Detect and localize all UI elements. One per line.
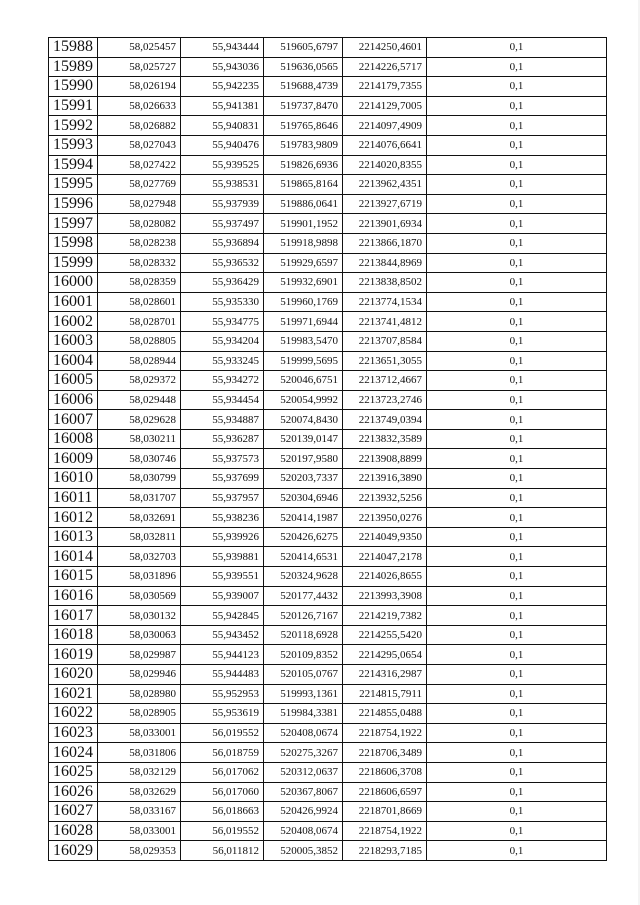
latitude-cell: 58,029448 [98,390,181,410]
longitude-cell: 55,938236 [181,508,264,528]
value-cell: 0,1 [427,410,607,430]
value-cell: 0,1 [427,331,607,351]
table-row [49,312,607,332]
longitude-cell: 55,944483 [181,665,264,685]
value-cell: 0,1 [427,606,607,626]
longitude-cell: 55,933245 [181,351,264,371]
latitude-cell: 58,027043 [98,135,181,155]
table-body [49,38,607,861]
longitude-cell: 56,018663 [181,802,264,822]
point-number-cell: 16016 [49,586,98,606]
value-cell: 0,1 [427,429,607,449]
longitude-cell: 55,934204 [181,331,264,351]
value-cell: 0,1 [427,508,607,528]
value-cell: 0,1 [427,645,607,665]
table-row [49,547,607,567]
x-coordinate-cell: 519983,5470 [264,331,343,351]
x-coordinate-cell: 520304,6946 [264,488,343,508]
point-number-cell: 15992 [49,116,98,136]
point-number-cell: 16027 [49,802,98,822]
latitude-cell: 58,030063 [98,625,181,645]
x-coordinate-cell: 519783,9809 [264,135,343,155]
longitude-cell: 55,935330 [181,292,264,312]
latitude-cell: 58,033001 [98,821,181,841]
point-number-cell: 15995 [49,175,98,195]
point-number-cell: 16002 [49,312,98,332]
point-number-cell: 15988 [49,38,98,58]
y-coordinate-cell: 2214129,7005 [343,96,427,116]
value-cell: 0,1 [427,233,607,253]
table-row [49,625,607,645]
x-coordinate-cell: 519901,1952 [264,214,343,234]
longitude-cell: 55,939881 [181,547,264,567]
latitude-cell: 58,028601 [98,292,181,312]
table-row [49,606,607,626]
point-number-cell: 16019 [49,645,98,665]
table-row [49,782,607,802]
latitude-cell: 58,025457 [98,38,181,58]
y-coordinate-cell: 2214049,9350 [343,527,427,547]
latitude-cell: 58,029987 [98,645,181,665]
table-row [49,684,607,704]
value-cell: 0,1 [427,312,607,332]
value-cell: 0,1 [427,292,607,312]
table-row [49,292,607,312]
value-cell: 0,1 [427,704,607,724]
y-coordinate-cell: 2213901,6934 [343,214,427,234]
value-cell: 0,1 [427,57,607,77]
longitude-cell: 55,953619 [181,704,264,724]
value-cell: 0,1 [427,116,607,136]
point-number-cell: 15991 [49,96,98,116]
x-coordinate-cell: 520005,3852 [264,841,343,861]
point-number-cell: 15998 [49,233,98,253]
table-row [49,410,607,430]
table-row [49,351,607,371]
x-coordinate-cell: 520203,7337 [264,469,343,489]
point-number-cell: 15993 [49,135,98,155]
y-coordinate-cell: 2218293,7185 [343,841,427,861]
y-coordinate-cell: 2214179,7355 [343,77,427,97]
latitude-cell: 58,029372 [98,371,181,391]
y-coordinate-cell: 2218606,6597 [343,782,427,802]
table-row [49,371,607,391]
value-cell: 0,1 [427,449,607,469]
y-coordinate-cell: 2218754,1922 [343,821,427,841]
latitude-cell: 58,028805 [98,331,181,351]
longitude-cell: 55,942845 [181,606,264,626]
value-cell: 0,1 [427,135,607,155]
table-row [49,743,607,763]
x-coordinate-cell: 520324,9628 [264,567,343,587]
table-row [49,645,607,665]
table-row [49,273,607,293]
latitude-cell: 58,028701 [98,312,181,332]
table-row [49,567,607,587]
x-coordinate-cell: 520312,0637 [264,762,343,782]
x-coordinate-cell: 520139,0147 [264,429,343,449]
latitude-cell: 58,031896 [98,567,181,587]
x-coordinate-cell: 519932,6901 [264,273,343,293]
latitude-cell: 58,032691 [98,508,181,528]
latitude-cell: 58,028082 [98,214,181,234]
latitude-cell: 58,033167 [98,802,181,822]
table-row [49,38,607,58]
y-coordinate-cell: 2218606,3708 [343,762,427,782]
point-number-cell: 16029 [49,841,98,861]
x-coordinate-cell: 519737,8470 [264,96,343,116]
x-coordinate-cell: 520408,0674 [264,723,343,743]
latitude-cell: 58,031806 [98,743,181,763]
point-number-cell: 16003 [49,331,98,351]
longitude-cell: 55,937939 [181,194,264,214]
latitude-cell: 58,028359 [98,273,181,293]
point-number-cell: 16018 [49,625,98,645]
longitude-cell: 55,943036 [181,57,264,77]
longitude-cell: 56,017062 [181,762,264,782]
value-cell: 0,1 [427,469,607,489]
longitude-cell: 55,942235 [181,77,264,97]
latitude-cell: 58,027769 [98,175,181,195]
x-coordinate-cell: 520197,9580 [264,449,343,469]
y-coordinate-cell: 2214815,7911 [343,684,427,704]
point-number-cell: 16009 [49,449,98,469]
latitude-cell: 58,026882 [98,116,181,136]
table-row [49,214,607,234]
y-coordinate-cell: 2213712,4667 [343,371,427,391]
longitude-cell: 55,943452 [181,625,264,645]
point-number-cell: 16010 [49,469,98,489]
y-coordinate-cell: 2213832,3589 [343,429,427,449]
point-number-cell: 15990 [49,77,98,97]
point-number-cell: 16014 [49,547,98,567]
longitude-cell: 56,019552 [181,821,264,841]
value-cell: 0,1 [427,371,607,391]
y-coordinate-cell: 2213993,3908 [343,586,427,606]
x-coordinate-cell: 520367,8067 [264,782,343,802]
longitude-cell: 55,937573 [181,449,264,469]
point-number-cell: 16006 [49,390,98,410]
table-row [49,116,607,136]
table-row [49,77,607,97]
table-row [49,57,607,77]
longitude-cell: 55,939007 [181,586,264,606]
value-cell: 0,1 [427,762,607,782]
point-number-cell: 16028 [49,821,98,841]
table-row [49,233,607,253]
longitude-cell: 55,934887 [181,410,264,430]
x-coordinate-cell: 519999,5695 [264,351,343,371]
coordinates-table [48,37,607,861]
longitude-cell: 55,934272 [181,371,264,391]
point-number-cell: 16025 [49,762,98,782]
y-coordinate-cell: 2214020,8355 [343,155,427,175]
table-row [49,665,607,685]
value-cell: 0,1 [427,802,607,822]
point-number-cell: 16008 [49,429,98,449]
table-row [49,331,607,351]
table-row [49,155,607,175]
table-row [49,135,607,155]
value-cell: 0,1 [427,782,607,802]
y-coordinate-cell: 2218706,3489 [343,743,427,763]
longitude-cell: 55,937699 [181,469,264,489]
value-cell: 0,1 [427,351,607,371]
y-coordinate-cell: 2218754,1922 [343,723,427,743]
point-number-cell: 15997 [49,214,98,234]
value-cell: 0,1 [427,194,607,214]
table-row [49,802,607,822]
table-row [49,821,607,841]
y-coordinate-cell: 2213707,8584 [343,331,427,351]
table-row [49,194,607,214]
latitude-cell: 58,025727 [98,57,181,77]
latitude-cell: 58,029628 [98,410,181,430]
latitude-cell: 58,026633 [98,96,181,116]
x-coordinate-cell: 520126,7167 [264,606,343,626]
y-coordinate-cell: 2214250,4601 [343,38,427,58]
y-coordinate-cell: 2213932,5256 [343,488,427,508]
y-coordinate-cell: 2214026,8655 [343,567,427,587]
latitude-cell: 58,030211 [98,429,181,449]
longitude-cell: 55,939926 [181,527,264,547]
point-number-cell: 16013 [49,527,98,547]
y-coordinate-cell: 2214226,5717 [343,57,427,77]
longitude-cell: 55,943444 [181,38,264,58]
value-cell: 0,1 [427,625,607,645]
table-row [49,488,607,508]
latitude-cell: 58,029946 [98,665,181,685]
longitude-cell: 55,934775 [181,312,264,332]
y-coordinate-cell: 2213927,6719 [343,194,427,214]
x-coordinate-cell: 519918,9898 [264,233,343,253]
latitude-cell: 58,032703 [98,547,181,567]
x-coordinate-cell: 520275,3267 [264,743,343,763]
table-row [49,449,607,469]
value-cell: 0,1 [427,821,607,841]
y-coordinate-cell: 2214097,4909 [343,116,427,136]
coordinates-sheet [48,37,607,861]
table-row [49,429,607,449]
longitude-cell: 55,939525 [181,155,264,175]
point-number-cell: 15989 [49,57,98,77]
point-number-cell: 16012 [49,508,98,528]
x-coordinate-cell: 520109,8352 [264,645,343,665]
longitude-cell: 55,936429 [181,273,264,293]
longitude-cell: 55,940476 [181,135,264,155]
value-cell: 0,1 [427,273,607,293]
y-coordinate-cell: 2214047,2178 [343,547,427,567]
y-coordinate-cell: 2214855,0488 [343,704,427,724]
point-number-cell: 16024 [49,743,98,763]
longitude-cell: 55,934454 [181,390,264,410]
y-coordinate-cell: 2213723,2746 [343,390,427,410]
table-row [49,762,607,782]
value-cell: 0,1 [427,567,607,587]
point-number-cell: 15994 [49,155,98,175]
point-number-cell: 16001 [49,292,98,312]
y-coordinate-cell: 2214076,6641 [343,135,427,155]
table-row [49,841,607,861]
y-coordinate-cell: 2213838,8502 [343,273,427,293]
table-row [49,175,607,195]
y-coordinate-cell: 2213749,0394 [343,410,427,430]
latitude-cell: 58,033001 [98,723,181,743]
value-cell: 0,1 [427,527,607,547]
longitude-cell: 56,019552 [181,723,264,743]
longitude-cell: 55,940831 [181,116,264,136]
y-coordinate-cell: 2213962,4351 [343,175,427,195]
x-coordinate-cell: 519960,1769 [264,292,343,312]
x-coordinate-cell: 519993,1361 [264,684,343,704]
point-number-cell: 16011 [49,488,98,508]
point-number-cell: 16026 [49,782,98,802]
point-number-cell: 16015 [49,567,98,587]
latitude-cell: 58,028238 [98,233,181,253]
latitude-cell: 58,030746 [98,449,181,469]
longitude-cell: 55,938531 [181,175,264,195]
x-coordinate-cell: 520054,9992 [264,390,343,410]
latitude-cell: 58,030799 [98,469,181,489]
table-row [49,723,607,743]
value-cell: 0,1 [427,253,607,273]
x-coordinate-cell: 520105,0767 [264,665,343,685]
x-coordinate-cell: 519929,6597 [264,253,343,273]
value-cell: 0,1 [427,586,607,606]
value-cell: 0,1 [427,77,607,97]
y-coordinate-cell: 2213916,3890 [343,469,427,489]
x-coordinate-cell: 520046,6751 [264,371,343,391]
latitude-cell: 58,032811 [98,527,181,547]
y-coordinate-cell: 2214255,5420 [343,625,427,645]
y-coordinate-cell: 2214219,7382 [343,606,427,626]
value-cell: 0,1 [427,488,607,508]
point-number-cell: 16023 [49,723,98,743]
x-coordinate-cell: 519971,6944 [264,312,343,332]
y-coordinate-cell: 2213741,4812 [343,312,427,332]
latitude-cell: 58,028980 [98,684,181,704]
table-row [49,704,607,724]
table-row [49,390,607,410]
point-number-cell: 16004 [49,351,98,371]
latitude-cell: 58,028944 [98,351,181,371]
longitude-cell: 56,018759 [181,743,264,763]
y-coordinate-cell: 2213866,1870 [343,233,427,253]
y-coordinate-cell: 2213774,1534 [343,292,427,312]
longitude-cell: 55,936287 [181,429,264,449]
longitude-cell: 55,941381 [181,96,264,116]
value-cell: 0,1 [427,96,607,116]
x-coordinate-cell: 519886,0641 [264,194,343,214]
point-number-cell: 16005 [49,371,98,391]
value-cell: 0,1 [427,684,607,704]
x-coordinate-cell: 519765,8646 [264,116,343,136]
latitude-cell: 58,030569 [98,586,181,606]
latitude-cell: 58,028332 [98,253,181,273]
point-number-cell: 15999 [49,253,98,273]
value-cell: 0,1 [427,155,607,175]
y-coordinate-cell: 2213844,8969 [343,253,427,273]
y-coordinate-cell: 2213651,3055 [343,351,427,371]
latitude-cell: 58,027422 [98,155,181,175]
x-coordinate-cell: 520074,8430 [264,410,343,430]
table-row [49,586,607,606]
x-coordinate-cell: 519826,6936 [264,155,343,175]
latitude-cell: 58,031707 [98,488,181,508]
longitude-cell: 55,939551 [181,567,264,587]
y-coordinate-cell: 2218701,8669 [343,802,427,822]
value-cell: 0,1 [427,390,607,410]
longitude-cell: 55,952953 [181,684,264,704]
y-coordinate-cell: 2214316,2987 [343,665,427,685]
value-cell: 0,1 [427,38,607,58]
latitude-cell: 58,027948 [98,194,181,214]
longitude-cell: 56,011812 [181,841,264,861]
y-coordinate-cell: 2213908,8899 [343,449,427,469]
value-cell: 0,1 [427,214,607,234]
point-number-cell: 16022 [49,704,98,724]
value-cell: 0,1 [427,841,607,861]
table-row [49,96,607,116]
x-coordinate-cell: 519636,0565 [264,57,343,77]
x-coordinate-cell: 519605,6797 [264,38,343,58]
x-coordinate-cell: 520414,1987 [264,508,343,528]
value-cell: 0,1 [427,547,607,567]
longitude-cell: 55,937957 [181,488,264,508]
longitude-cell: 55,936532 [181,253,264,273]
x-coordinate-cell: 520426,9924 [264,802,343,822]
latitude-cell: 58,028905 [98,704,181,724]
y-coordinate-cell: 2214295,0654 [343,645,427,665]
value-cell: 0,1 [427,723,607,743]
longitude-cell: 56,017060 [181,782,264,802]
x-coordinate-cell: 520177,4432 [264,586,343,606]
table-row [49,508,607,528]
x-coordinate-cell: 519984,3381 [264,704,343,724]
value-cell: 0,1 [427,665,607,685]
value-cell: 0,1 [427,743,607,763]
x-coordinate-cell: 520118,6928 [264,625,343,645]
point-number-cell: 16007 [49,410,98,430]
y-coordinate-cell: 2213950,0276 [343,508,427,528]
latitude-cell: 58,029353 [98,841,181,861]
x-coordinate-cell: 520408,0674 [264,821,343,841]
x-coordinate-cell: 520426,6275 [264,527,343,547]
table-row [49,527,607,547]
x-coordinate-cell: 520414,6531 [264,547,343,567]
table-row [49,469,607,489]
point-number-cell: 16000 [49,273,98,293]
longitude-cell: 55,944123 [181,645,264,665]
point-number-cell: 16021 [49,684,98,704]
point-number-cell: 16020 [49,665,98,685]
point-number-cell: 15996 [49,194,98,214]
latitude-cell: 58,032629 [98,782,181,802]
latitude-cell: 58,030132 [98,606,181,626]
table-row [49,253,607,273]
point-number-cell: 16017 [49,606,98,626]
x-coordinate-cell: 519688,4739 [264,77,343,97]
longitude-cell: 55,936894 [181,233,264,253]
longitude-cell: 55,937497 [181,214,264,234]
value-cell: 0,1 [427,175,607,195]
latitude-cell: 58,026194 [98,77,181,97]
x-coordinate-cell: 519865,8164 [264,175,343,195]
latitude-cell: 58,032129 [98,762,181,782]
